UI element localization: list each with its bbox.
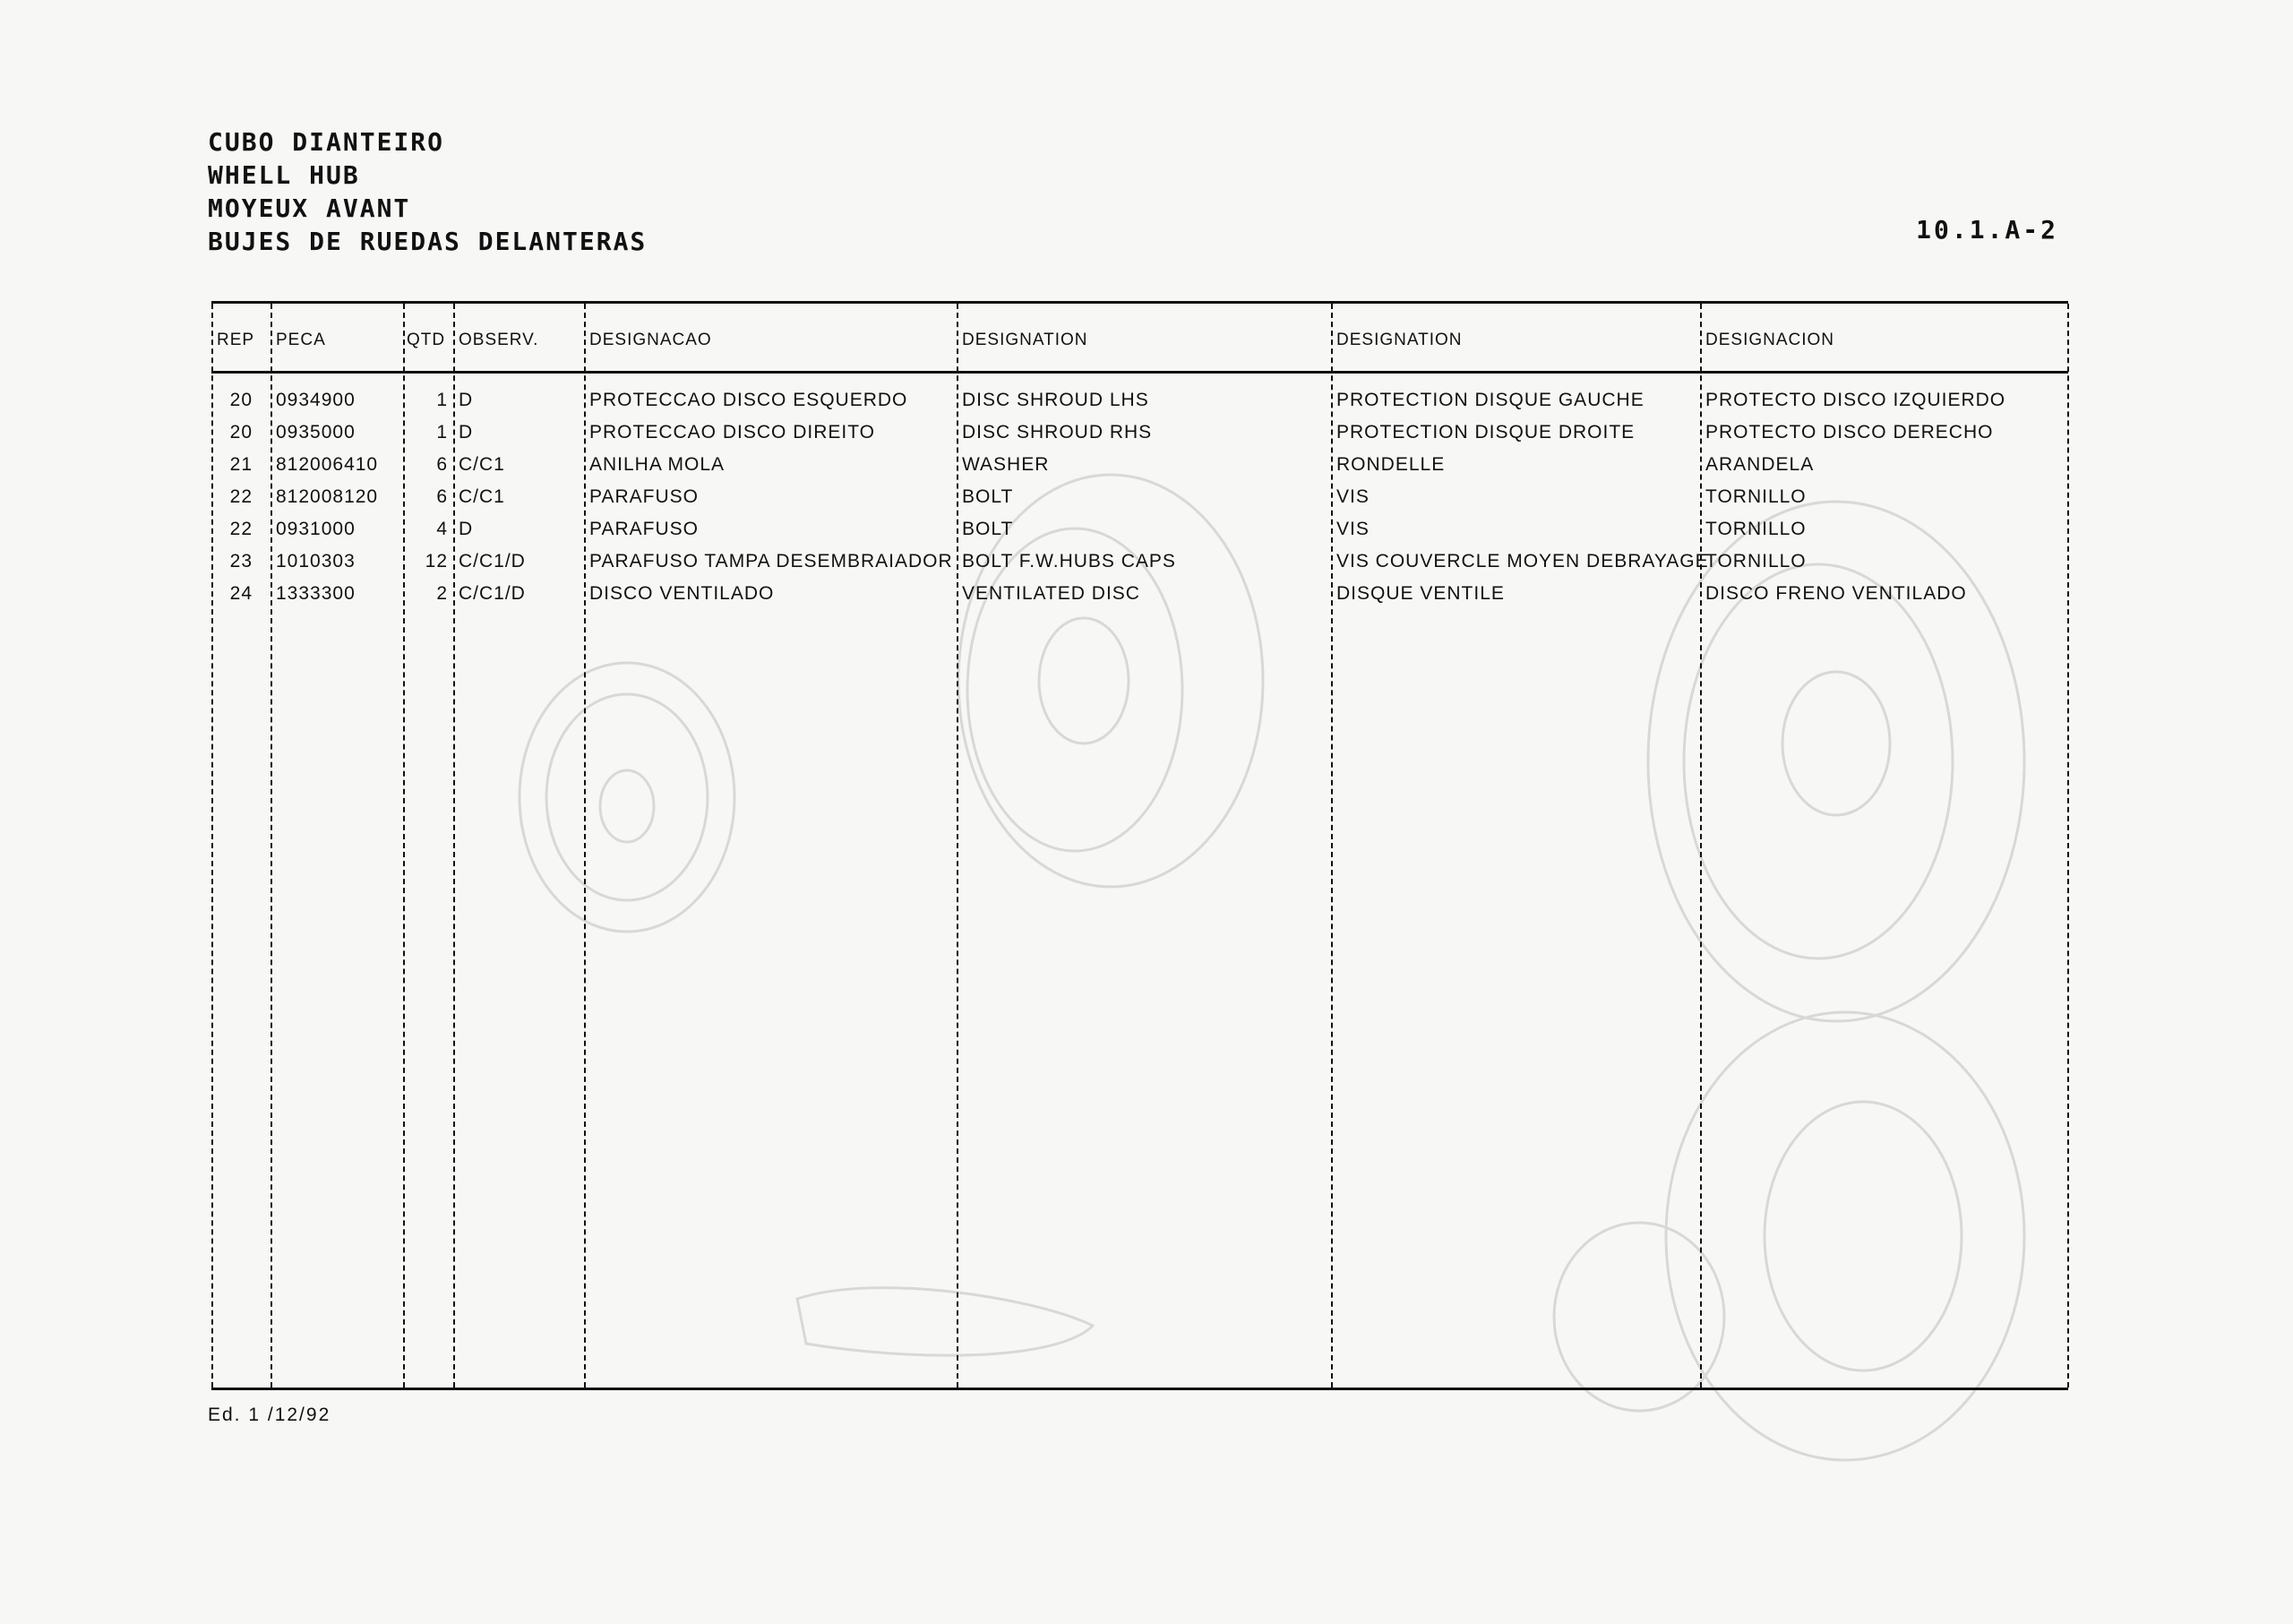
- cell-designation-fr: RONDELLE: [1336, 454, 1446, 475]
- header-designation-en: DESIGNATION: [962, 331, 1088, 349]
- title-portuguese: CUBO DIANTEIRO: [208, 127, 445, 157]
- edition-footer: Ed. 1 /12/92: [208, 1405, 331, 1425]
- cell-qtd: 1: [436, 422, 448, 443]
- cell-designation-en: BOLT F.W.HUBS CAPS: [962, 551, 1176, 571]
- cell-observ: C/C1: [459, 454, 505, 475]
- cell-peca: 1010303: [276, 551, 356, 571]
- cell-peca: 812008120: [276, 486, 379, 507]
- header-rule: [211, 371, 2068, 374]
- cell-designation-fr: PROTECTION DISQUE GAUCHE: [1336, 390, 1645, 410]
- cell-observ: C/C1/D: [459, 551, 526, 571]
- header-qtd: QTD: [407, 331, 446, 349]
- cell-designacao: PARAFUSO TAMPA DESEMBRAIADOR: [589, 551, 953, 571]
- cell-rep: 21: [229, 454, 253, 475]
- cell-designation-en: DISC SHROUD LHS: [962, 390, 1149, 410]
- table-row: [211, 551, 2068, 583]
- title-spanish: BUJES DE RUEDAS DELANTERAS: [208, 227, 648, 256]
- header-observ: OBSERV.: [459, 331, 539, 349]
- title-french: MOYEUX AVANT: [208, 193, 411, 223]
- table-row: [211, 519, 2068, 551]
- cell-designation-fr: VIS: [1336, 519, 1370, 539]
- cell-qtd: 12: [425, 551, 448, 571]
- cell-designacion: DISCO FRENO VENTILADO: [1705, 583, 1967, 604]
- cell-designacao: DISCO VENTILADO: [589, 583, 775, 604]
- cell-designacao: PROTECCAO DISCO DIREITO: [589, 422, 875, 443]
- cell-designation-en: BOLT: [962, 519, 1014, 539]
- header-rep: REP: [217, 331, 255, 349]
- cell-observ: C/C1/D: [459, 583, 526, 604]
- table-row: [211, 422, 2068, 454]
- cell-designation-fr: VIS: [1336, 486, 1370, 507]
- cell-designation-fr: PROTECTION DISQUE DROITE: [1336, 422, 1636, 443]
- cell-designacion: PROTECTO DISCO IZQUIERDO: [1705, 390, 2006, 410]
- table-row: [211, 390, 2068, 422]
- cell-designation-en: WASHER: [962, 454, 1050, 475]
- table-row: [211, 583, 2068, 615]
- table-row: [211, 454, 2068, 486]
- parts-table: [211, 301, 2068, 1390]
- page-reference: 10.1.A-2: [1916, 215, 2058, 245]
- cell-designation-fr: DISQUE VENTILE: [1336, 583, 1505, 604]
- cell-designation-fr: VIS COUVERCLE MOYEN DEBRAYAGE: [1336, 551, 1709, 571]
- cell-rep: 20: [229, 390, 253, 410]
- title-english: WHELL HUB: [208, 160, 360, 190]
- header-peca: PECA: [276, 331, 326, 349]
- cell-designacion: ARANDELA: [1705, 454, 1815, 475]
- cell-observ: D: [459, 519, 474, 539]
- cell-observ: C/C1: [459, 486, 505, 507]
- cell-rep: 22: [229, 519, 253, 539]
- cell-rep: 23: [229, 551, 253, 571]
- cell-designacao: PARAFUSO: [589, 486, 699, 507]
- cell-qtd: 6: [436, 486, 448, 507]
- cell-designation-en: VENTILATED DISC: [962, 583, 1140, 604]
- cell-qtd: 2: [436, 583, 448, 604]
- cell-peca: 1333300: [276, 583, 356, 604]
- cell-designacao: ANILHA MOLA: [589, 454, 726, 475]
- cell-peca: 0931000: [276, 519, 356, 539]
- cell-designacion: TORNILLO: [1705, 486, 1807, 507]
- cell-designation-en: DISC SHROUD RHS: [962, 422, 1153, 443]
- cell-designacion: TORNILLO: [1705, 551, 1807, 571]
- cell-peca: 812006410: [276, 454, 379, 475]
- cell-designacion: PROTECTO DISCO DERECHO: [1705, 422, 1994, 443]
- cell-observ: D: [459, 390, 474, 410]
- header-designation-fr: DESIGNATION: [1336, 331, 1463, 349]
- document-title-block: [208, 125, 647, 258]
- cell-designacao: PROTECCAO DISCO ESQUERDO: [589, 390, 908, 410]
- cell-designacao: PARAFUSO: [589, 519, 699, 539]
- cell-rep: 22: [229, 486, 253, 507]
- cell-qtd: 6: [436, 454, 448, 475]
- cell-rep: 24: [229, 583, 253, 604]
- cell-peca: 0935000: [276, 422, 356, 443]
- cell-designacion: TORNILLO: [1705, 519, 1807, 539]
- header-designacao: DESIGNACAO: [589, 331, 712, 349]
- cell-designation-en: BOLT: [962, 486, 1014, 507]
- cell-qtd: 4: [436, 519, 448, 539]
- cell-qtd: 1: [436, 390, 448, 410]
- header-designacion: DESIGNACION: [1705, 331, 1835, 349]
- cell-observ: D: [459, 422, 474, 443]
- cell-peca: 0934900: [276, 390, 356, 410]
- cell-rep: 20: [229, 422, 253, 443]
- table-row: [211, 486, 2068, 519]
